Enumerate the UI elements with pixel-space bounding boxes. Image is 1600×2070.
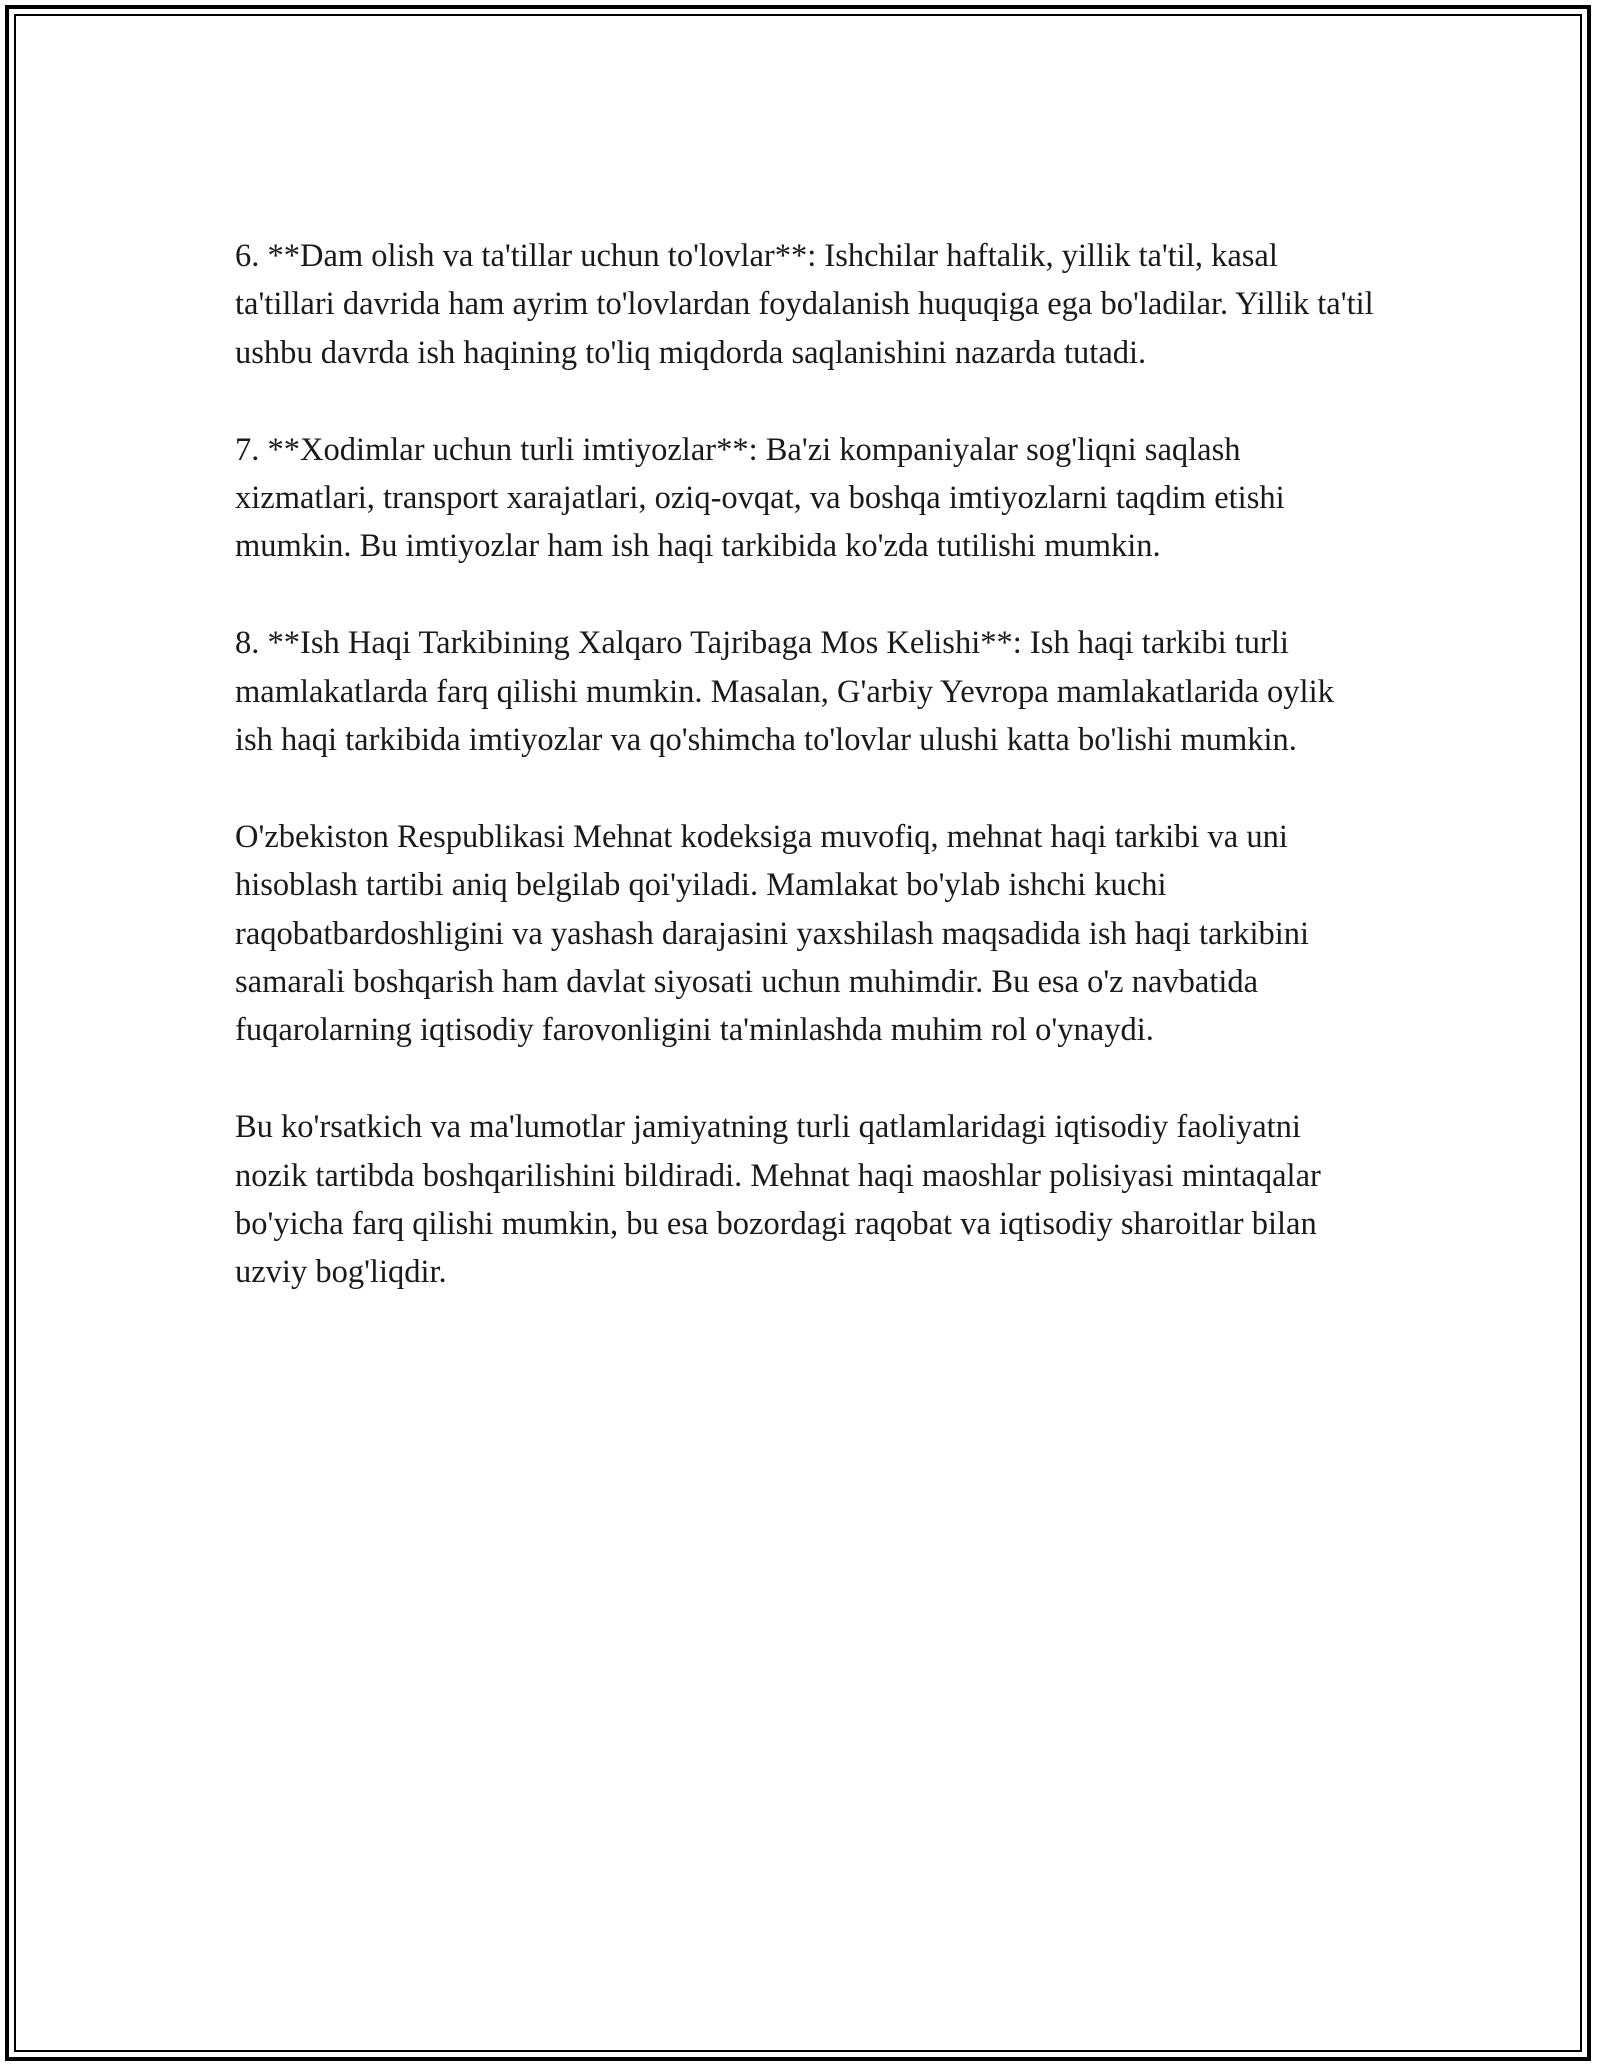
paragraph-item-7: 7. **Xodimlar uchun turli imtiyozlar**: Ba'zi kompaniyalar sog'liqni saqlash xizmatlari, transport xarajatlari, oziq-ovqat, va boshqa imtiyozlarni taqdim etishi mumkin. Bu imtiyozlar ham ish haqi tarkibida ko'zda tutilishi mumkin. bbox=[235, 431, 1285, 565]
paragraph-conclusion: Bu ko'rsatkich va ma'lumotlar jamiyatning turli qatlamlaridagi iqtisodiy faoliyatni nozik tartibda boshqarilishini bildiradi. Mehnat haqi maoshlar polisiyasi mintaqalar bo'yicha farq qilishi mumkin, bu esa bozordagi raqobat va iqtisodiy sharoitlar bilan uzviy bog'liqdir. bbox=[235, 1109, 1321, 1291]
paragraph-labor-code: O'zbekiston Respublikasi Mehnat kodeksiga muvofiq, mehnat haqi tarkibi va uni hisoblash tartibi aniq belgilab qoi'yiladi. Mamlakat bo'ylab ishchi kuchi raqobatbardoshligini va yashash darajasini yaxshilash maqsadida ish haqi tarkibini samarali boshqarish ham davlat siyosati uchun muhimdir. Bu esa o'z navbatida fuqarolarning iqtisodiy farovonligini ta'minlashda muhim rol o'ynaydi. bbox=[235, 818, 1310, 1049]
paragraph-item-6: 6. **Dam olish va ta'tillar uchun to'lovlar**: Ishchilar haftalik, yillik ta'til, kasal ta'tillari davrida ham ayrim to'lovlardan foydalanish huquqiga ega bo'ladilar. Yillik ta'til ushbu davrda ish haqining to'liq miqdorda saqlanishini nazarda tutadi. bbox=[235, 238, 1374, 371]
paragraph-item-8: 8. **Ish Haqi Tarkibining Xalqaro Tajribaga Mos Kelishi**: Ish haqi tarkibi turli mamlakatlarda farq qilishi mumkin. Masalan, G'arbiy Yevropa mamlakatlarida oylik ish haqi tarkibida imtiyozlar va qo'shimcha to'lovlar ulushi katta bo'lishi mumkin. bbox=[235, 625, 1334, 759]
document-body bbox=[235, 232, 1375, 1345]
